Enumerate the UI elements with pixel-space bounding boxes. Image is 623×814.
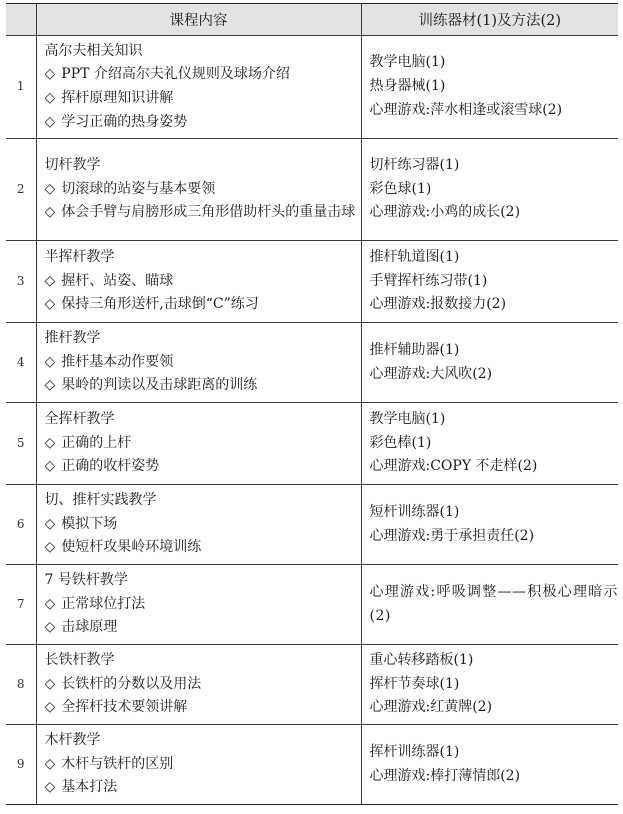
- lesson-item-text: 长铁杆的分数以及用法: [61, 675, 202, 692]
- course-table: [6, 3, 618, 805]
- lesson-item-text: 正确的上杆: [61, 434, 132, 451]
- row-number: 3: [6, 241, 36, 323]
- equipment-item: 彩色球(1): [369, 180, 432, 197]
- equipment-method-cell: [361, 403, 618, 485]
- diamond-bullet-icon: ◇: [44, 458, 56, 475]
- diamond-bullet-icon: ◇: [44, 90, 56, 106]
- lesson-title: 切、推杆实践教学: [44, 491, 157, 508]
- equipment-item: 心理游戏:小鸡的成长(2): [369, 204, 521, 221]
- diamond-bullet-icon: ◇: [44, 296, 56, 313]
- row-number: 4: [6, 323, 36, 403]
- lesson-item-text: 学习正确的热身姿势: [61, 113, 188, 130]
- header-equipment-method: 训练器材(1)及方法(2): [361, 4, 618, 36]
- diamond-bullet-icon: ◇: [44, 595, 56, 612]
- diamond-bullet-icon: ◇: [44, 180, 56, 197]
- equipment-item: 心理游戏:棒打薄情郎(2): [369, 767, 521, 784]
- lesson-item-text: 模拟下场: [61, 515, 118, 532]
- diamond-bullet-icon: ◇: [44, 66, 56, 83]
- lesson-item: [45, 63, 361, 87]
- equipment-item: 心理游戏:勇于承担责任(2): [369, 527, 535, 544]
- equipment-method-cell: [361, 323, 618, 403]
- table-row: [6, 36, 618, 139]
- course-content-cell: [36, 725, 361, 805]
- diamond-bullet-icon: ◇: [44, 755, 56, 772]
- header-course-content: 课程内容: [36, 4, 361, 36]
- equipment-item: 热身器械(1): [369, 78, 446, 95]
- lesson-item: [45, 753, 361, 777]
- diamond-bullet-icon: ◇: [44, 779, 56, 796]
- diamond-bullet-icon: ◇: [44, 434, 56, 451]
- lesson-item-text: 木杆与铁杆的区别: [61, 755, 174, 772]
- diamond-bullet-icon: ◇: [44, 675, 56, 692]
- row-number: 1: [6, 36, 36, 139]
- equipment-item: 教学电脑(1): [369, 54, 446, 71]
- equipment-item: 教学电脑(1): [369, 410, 446, 427]
- diamond-bullet-icon: ◇: [44, 539, 56, 556]
- lesson-title: 推杆教学: [44, 329, 101, 346]
- lesson-item-text: 保持三角形送杆,击球倒“C”练习: [61, 296, 259, 313]
- equipment-item: 挥杆训练器(1): [369, 743, 460, 760]
- lesson-item-text: 体会手臂与肩膀形成三角形借助杆头的重量击球: [61, 204, 356, 221]
- equipment-item: 挥杆节奏球(1): [369, 675, 460, 692]
- equipment-item: 推杆轨道图(1): [369, 248, 460, 265]
- lesson-item: [45, 776, 361, 800]
- equipment-method-cell: [361, 645, 618, 725]
- lesson-item-text: 正确的收杆姿势: [61, 458, 160, 475]
- table-row: [6, 139, 618, 241]
- lesson-item: [45, 87, 361, 111]
- table-row: [6, 323, 618, 403]
- lesson-title: 长铁杆教学: [44, 651, 115, 668]
- equipment-item: 重心转移踏板(1): [369, 651, 474, 668]
- equipment-item: 心理游戏:呼吸调整——积极心理暗示(2): [369, 583, 618, 624]
- lesson-title: 半挥杆教学: [44, 248, 115, 265]
- lesson-item-text: 果岭的判读以及击球距离的训练: [61, 377, 258, 394]
- lesson-item: [45, 374, 361, 398]
- lesson-item-text: 切滚球的站姿与基本要领: [61, 180, 216, 197]
- row-number: 9: [6, 725, 36, 805]
- table-row: [6, 645, 618, 725]
- lesson-item-text: PPT 介绍高尔夫礼仪规则及球场介绍: [61, 66, 290, 83]
- lesson-item: [45, 178, 361, 202]
- lesson-item: [45, 536, 361, 560]
- row-number: 2: [6, 139, 36, 241]
- lesson-item: [45, 270, 361, 294]
- course-content-cell: [36, 323, 361, 403]
- equipment-item: 彩色棒(1): [369, 434, 432, 451]
- course-content-cell: [36, 403, 361, 485]
- lesson-item-text: 基本打法: [61, 779, 118, 796]
- lesson-item: [45, 673, 361, 697]
- lesson-item: [45, 201, 361, 225]
- table-header-row: [6, 4, 618, 36]
- lesson-title: 高尔夫相关知识: [44, 42, 143, 59]
- equipment-item: 切杆练习器(1): [369, 156, 460, 173]
- lesson-item-text: 挥杆原理知识讲解: [61, 90, 174, 106]
- lesson-title: 切杆教学: [44, 156, 101, 173]
- lesson-item-text: 击球原理: [61, 619, 118, 636]
- lesson-item: [45, 455, 361, 479]
- lesson-title: 全挥杆教学: [44, 410, 115, 427]
- equipment-item: 心理游戏:大风吹(2): [369, 365, 493, 382]
- lesson-item-text: 使短杆攻果岭环境训练: [61, 539, 202, 556]
- lesson-item: [45, 351, 361, 375]
- course-content-cell: [36, 241, 361, 323]
- row-number: 5: [6, 403, 36, 485]
- header-number: [6, 4, 36, 36]
- lesson-item-text: 握杆、站姿、瞄球: [61, 272, 174, 289]
- equipment-item: 心理游戏:COPY 不走样(2): [369, 458, 538, 475]
- diamond-bullet-icon: ◇: [44, 113, 56, 130]
- diamond-bullet-icon: ◇: [44, 699, 56, 716]
- equipment-item: 心理游戏:红黄牌(2): [369, 699, 493, 716]
- equipment-method-cell: [361, 725, 618, 805]
- lesson-item: [45, 111, 361, 135]
- row-number: 7: [6, 565, 36, 645]
- table-row: [6, 725, 618, 805]
- row-number: 8: [6, 645, 36, 725]
- lesson-item: [45, 616, 361, 640]
- lesson-title: 木杆教学: [44, 731, 101, 748]
- row-number: 6: [6, 485, 36, 565]
- equipment-method-cell: [361, 36, 618, 139]
- table-row: [6, 403, 618, 485]
- diamond-bullet-icon: ◇: [44, 619, 56, 636]
- lesson-title: 7 号铁杆教学: [44, 571, 128, 588]
- diamond-bullet-icon: ◇: [44, 377, 56, 394]
- course-content-cell: [36, 645, 361, 725]
- course-content-cell: [36, 139, 361, 241]
- diamond-bullet-icon: ◇: [44, 272, 56, 289]
- table-row: [6, 565, 618, 645]
- equipment-item: 手臂挥杆练习带(1): [369, 272, 488, 289]
- table-row: [6, 485, 618, 565]
- equipment-method-cell: [361, 139, 618, 241]
- lesson-item: [45, 513, 361, 537]
- equipment-item: 心理游戏:报数接力(2): [369, 296, 507, 313]
- course-content-cell: [36, 36, 361, 139]
- equipment-method-cell: [361, 565, 618, 645]
- lesson-item-text: 正常球位打法: [61, 595, 146, 612]
- diamond-bullet-icon: ◇: [44, 204, 56, 221]
- equipment-item: 心理游戏:萍水相逢或滚雪球(2): [369, 101, 563, 118]
- equipment-method-cell: [361, 485, 618, 565]
- course-content-cell: [36, 565, 361, 645]
- diamond-bullet-icon: ◇: [44, 353, 56, 370]
- lesson-item-text: 推杆基本动作要领: [61, 353, 174, 370]
- lesson-item: [45, 432, 361, 456]
- equipment-item: 推杆辅助器(1): [369, 341, 460, 358]
- table-row: [6, 241, 618, 323]
- diamond-bullet-icon: ◇: [44, 515, 56, 532]
- equipment-item: 短杆训练器(1): [369, 503, 460, 520]
- lesson-item: [45, 593, 361, 617]
- lesson-item: [45, 696, 361, 720]
- equipment-method-cell: [361, 241, 618, 323]
- lesson-item: [45, 293, 361, 317]
- lesson-item-text: 全挥杆技术要领讲解: [61, 699, 188, 716]
- course-content-cell: [36, 485, 361, 565]
